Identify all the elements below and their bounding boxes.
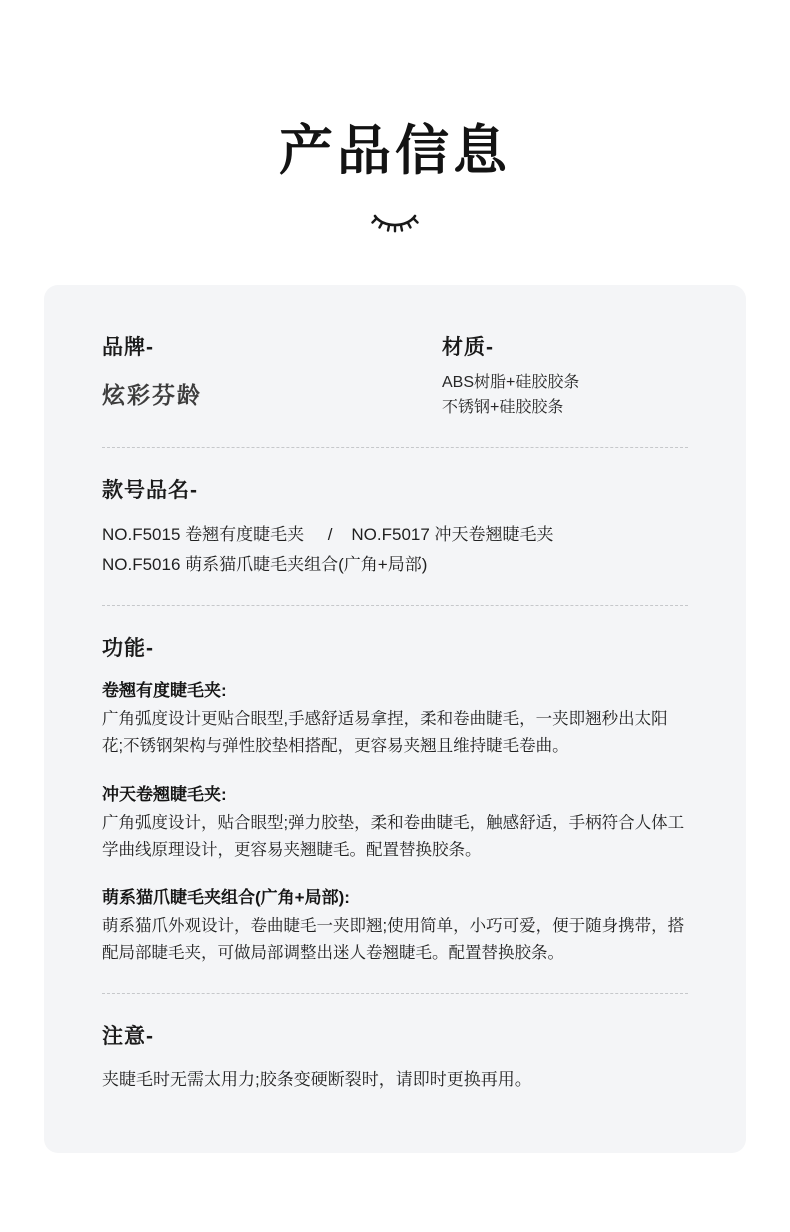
page-title: 产品信息 [279,121,511,181]
notice-block [44,1020,746,1093]
product-info-card [44,285,746,1153]
function-item-title: 萌系猫爪睫毛夹组合(广角+局部): [102,888,350,908]
material-line: 不锈钢+硅胶胶条 [442,399,564,417]
function-item-title: 冲天卷翘睫毛夹: [102,784,227,804]
material-label: 材质- [442,336,494,360]
eyelash-icon [0,207,790,237]
brand-value: 炫彩芬龄 [102,382,202,409]
material-line: ABS树脂+硅胶胶条 [442,374,580,392]
brand-label: 品牌- [102,336,154,360]
page-header [0,0,790,237]
function-item [102,676,688,759]
function-item-title: 卷翘有度睫毛夹: [102,681,227,701]
model-line: NO.F5015 卷翘有度睫毛夹 / NO.F5017 冲天卷翘睫毛夹 [102,524,554,544]
function-item [102,883,688,966]
notice-label: 注意- [102,1024,154,1048]
brand-block [102,331,442,410]
function-item-body: 萌系猫爪外观设计，卷曲睫毛一夹即翘;使用简单，小巧可爱，便于随身携带，搭配局部睫毛夹，可做局部调整出迷人卷翘睫毛。配置替换胶条。 [102,917,685,963]
divider [102,447,688,448]
brand-material-row [44,331,746,421]
material-block [442,331,688,421]
model-block [44,474,746,580]
function-item [102,780,688,863]
divider [102,605,688,606]
model-line: NO.F5016 萌系猫爪睫毛夹组合(广角+局部) [102,554,428,574]
divider [102,993,688,994]
function-item-body: 广角弧度设计更贴合眼型,手感舒适易拿捏，柔和卷曲睫毛，一夹即翘秒出太阳花;不锈钢架构与弹性胶垫相搭配，更容易夹翘且维持睫毛卷曲。 [102,710,668,756]
function-item-body: 广角弧度设计，贴合眼型;弹力胶垫，柔和卷曲睫毛，触感舒适，手柄符合人体工学曲线原理设计，更容易夹翘睫毛。配置替换胶条。 [102,813,685,859]
model-label: 款号品名- [102,478,198,502]
function-block [44,632,746,966]
notice-body: 夹睫毛时无需太用力;胶条变硬断裂时，请即时更换再用。 [102,1069,532,1089]
function-label: 功能- [102,637,154,661]
